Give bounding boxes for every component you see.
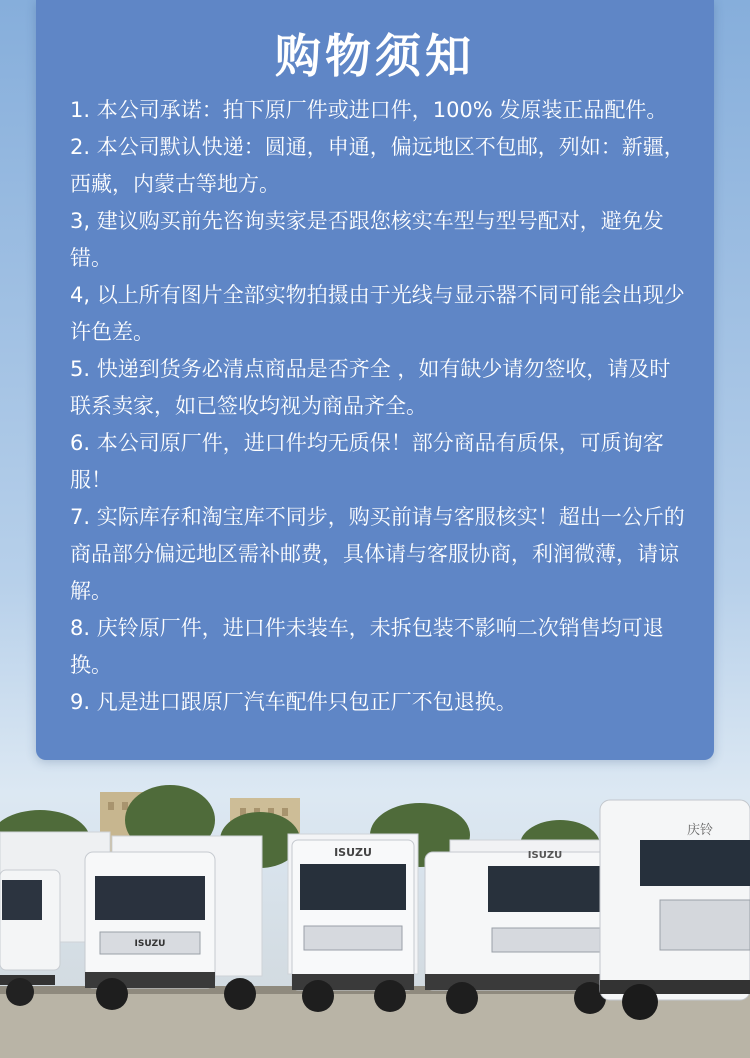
notice-item-6: 6. 本公司原厂件，进口件均无质保！部分商品有质保，可质询客服！ — [70, 431, 664, 492]
notice-item-1: 1. 本公司承诺：拍下原厂件或进口件，100% 发原装正品配件。 — [70, 98, 668, 122]
truck-fourth — [425, 840, 615, 1014]
notice-panel — [36, 0, 714, 760]
notice-item-4: 4, 以上所有图片全部实物拍摄由于光线与显示器不同可能会出现少许色差。 — [70, 283, 685, 344]
notice-item-5: 5. 快递到货务必清点商品是否齐全 ，如有缺少请勿签收，请及时联系卖家，如已签收均视为商品齐全。 — [70, 357, 671, 418]
grille-brand-label: ISUZU — [134, 939, 166, 949]
notice-item-3: 3, 建议购买前先咨询卖家是否跟您核实车型与型号配对，避免发错。 — [70, 209, 664, 270]
notice-item-7: 7. 实际库存和淘宝库不同步，购买前请与客服核实！超出一公斤的商品部分偏远地区需补邮费，具体请与客服协商，利润微薄，请谅解。 — [70, 505, 685, 603]
truck-second — [85, 836, 262, 1010]
notice-item-2: 2. 本公司默认快递：圆通，申通，偏远地区不包邮，列如：新疆，西藏，内蒙古等地方。 — [70, 135, 685, 196]
truck-fleet-photo — [0, 760, 750, 1058]
notice-item-8: 8. 庆铃原厂件，进口件未装车，未拆包装不影响二次销售均可退换。 — [70, 616, 664, 677]
notice-list — [70, 92, 685, 721]
cab-brand-label: ISUZU — [334, 846, 372, 859]
box-brand-label: ISUZU — [527, 850, 563, 861]
cab-text-label: 庆铃 — [686, 823, 714, 838]
truck-right — [600, 800, 750, 1020]
truck-center — [288, 834, 418, 1012]
page-title: 购物须知 — [275, 29, 475, 83]
notice-item-9: 9. 凡是进口跟原厂汽车配件只包正厂不包退换。 — [70, 690, 517, 714]
